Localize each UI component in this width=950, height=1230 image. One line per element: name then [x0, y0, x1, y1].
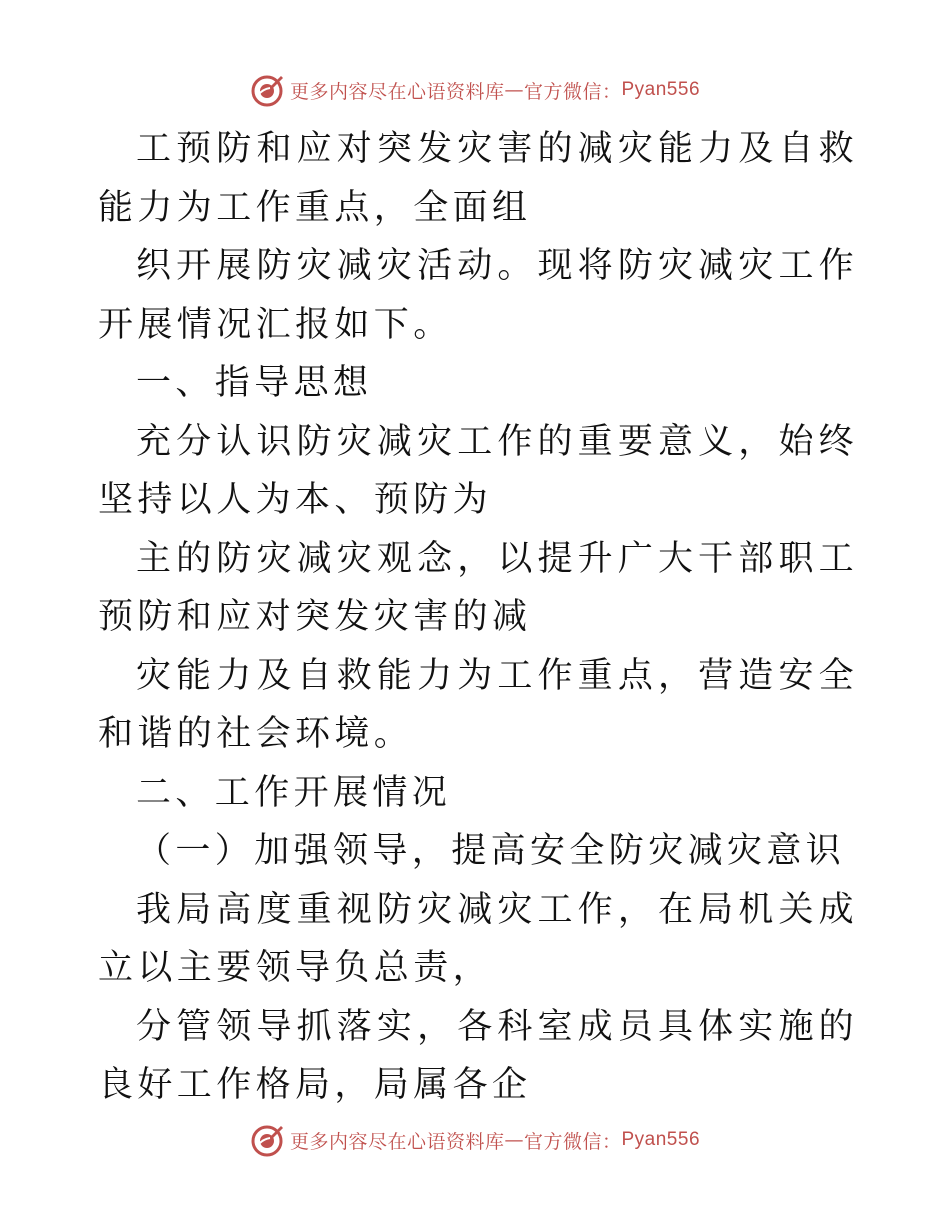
paragraph: 分管领导抓落实，各科室成员具体实施的良好工作格局，局属各企	[98, 1006, 858, 1105]
banner-separator: —	[504, 1129, 524, 1151]
section-heading: 二、工作开展情况	[136, 772, 452, 813]
banner-account: Pyan556	[621, 79, 701, 100]
document-body	[98, 120, 858, 1115]
banner-account: Pyan556	[621, 1129, 701, 1150]
header-watermark-banner	[0, 70, 950, 110]
section-heading: 一、指导思想	[136, 363, 373, 403]
paragraph: 充分认识防灾减灾工作的重要意义，始终坚持以人为本、预防为	[98, 421, 858, 520]
paragraph: 我局高度重视防灾减灾工作，在局机关成立以主要领导负总责，	[98, 889, 858, 988]
logo-icon	[250, 1123, 284, 1157]
banner-separator: —	[504, 79, 524, 101]
paragraph: 织开展防灾减灾活动。现将防灾减灾工作开展情况汇报如下。	[98, 246, 858, 345]
paragraph: 灾能力及自救能力为工作重点，营造安全和谐的社会环境。	[98, 655, 858, 754]
paragraph: 工预防和应对突发灾害的减灾能力及自救能力为工作重点，全面组	[98, 129, 858, 228]
banner-text: 更多内容尽在心语资料库	[289, 1130, 505, 1153]
banner-wechat-label: 官方微信：	[523, 1130, 622, 1153]
banner-wechat-label: 官方微信：	[523, 80, 622, 103]
footer-watermark-banner	[0, 1120, 950, 1160]
paragraph: 主的防灾减灾观念，以提升广大干部职工预防和应对突发灾害的减	[98, 538, 858, 637]
banner-text: 更多内容尽在心语资料库	[289, 80, 505, 103]
logo-icon	[250, 73, 284, 107]
subsection-heading: （一）加强领导，提高安全防灾减灾意识	[136, 831, 846, 871]
